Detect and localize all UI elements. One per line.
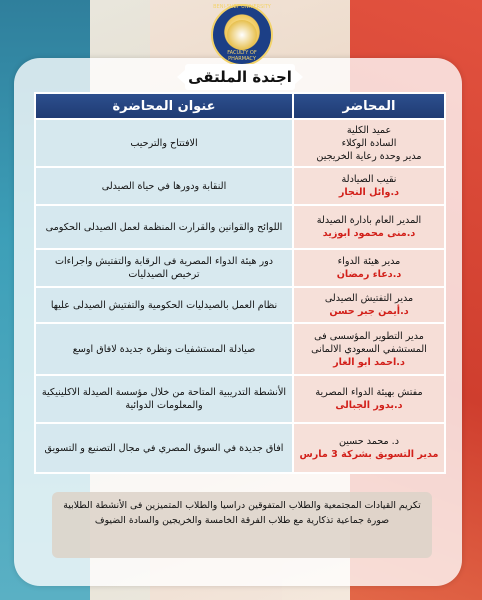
topic-cell: نظام العمل بالصيدليات الحكومية والتفتيش الصيدلى عليها [35,287,293,323]
footer-line-1: تكريم القيادات المجتمعية والطلاب المتفوقين دراسيا والطلاب المتميزين فى الأنشطة الطلابية [63,500,421,511]
agenda-table [34,92,446,474]
speaker-title: مدير التفتيش الصيدلى [324,293,414,304]
speaker-cell [293,287,445,323]
speaker-name: د.دعاء رمضان [336,269,402,280]
speaker-cell [293,205,445,249]
table-row [35,205,445,249]
speaker-title: مفتش بهيئة الدواء المصرية [315,387,423,398]
speaker-title: المستشفي السعودي الالمانى [311,343,427,355]
table-row [35,375,445,423]
speaker-title: مدير وحدة رعاية الخريجين [316,150,422,162]
table-header-row [35,93,445,119]
title-ribbon-left [177,70,185,84]
footer-line-2: صورة جماعية تذكارية مع طلاب الفرقة الخامسة والخريجين والسادة الضيوف [94,515,390,526]
topic-cell: صيادلة المستشفيات ونظرة جديدة لافاق اوسع [35,323,293,375]
table-row [35,287,445,323]
speaker-title: عميد الكلية [346,124,392,136]
topic-cell: دور هيئة الدواء المصرية فى الرقابة والتفتيش واجراءات ترخيص الصيدليات [35,249,293,287]
speaker-title: السادة الوكلاء [341,137,397,149]
university-logo [211,4,273,66]
table-row [35,167,445,205]
speaker-title: د. محمد حسين [338,436,400,447]
header-topic: عنوان المحاضرة [35,93,293,119]
logo-top-text: BENI-SUEF UNIVERSITY [213,4,271,10]
table-row [35,323,445,375]
page-title-text: اجندة الملتقى [188,68,292,86]
topic-cell: الافتتاح والترحيب [35,119,293,167]
speaker-name: د.بدور الجبالى [335,400,403,411]
page-title [185,64,295,90]
speaker-title: مدير هيئة الدواء [337,256,401,267]
speaker-name: د.منى محمود ابوزيد [322,228,416,239]
speaker-name: د.أيمن جبر حسن [329,306,409,317]
closing-notes [52,492,432,558]
logo-bottom-text: FACULTY OF PHARMACY [227,50,257,62]
table-row [35,249,445,287]
speaker-title: المدير العام بادارة الصيدلة [316,215,422,226]
logo-emblem-icon [227,20,257,50]
speaker-cell [293,119,445,167]
table-row [35,423,445,473]
topic-cell: النقابة ودورها في حياة الصيدلى [35,167,293,205]
speaker-cell [293,249,445,287]
speaker-name: د.احمد ابو الغار [333,356,405,368]
speaker-cell [293,167,445,205]
table-row [35,119,445,167]
speaker-cell [293,323,445,375]
topic-cell: اللوائح والقوانين والقرارت المنظمة لعمل الصيدلى الحكومى [35,205,293,249]
speaker-name: د.وائل النجار [338,187,400,198]
speaker-cell [293,375,445,423]
header-speaker: المحاضر [293,93,445,119]
title-ribbon-right [295,70,303,84]
speaker-title: نقيب الصيادلة [341,174,397,185]
topic-cell: افاق جديدة في السوق المصري في مجال التصنيع و التسويق [35,423,293,473]
speaker-name: مدير التسويق بشركة 3 مارس [299,449,439,460]
agenda-body [35,119,445,473]
speaker-cell [293,423,445,473]
speaker-title: مدير التطوير المؤسسى فى [314,330,424,342]
topic-cell: الأنشطة التدريبية المتاحة من خلال مؤسسة الصيدلة الاكلينيكية والمعلومات الدوائية [35,375,293,423]
